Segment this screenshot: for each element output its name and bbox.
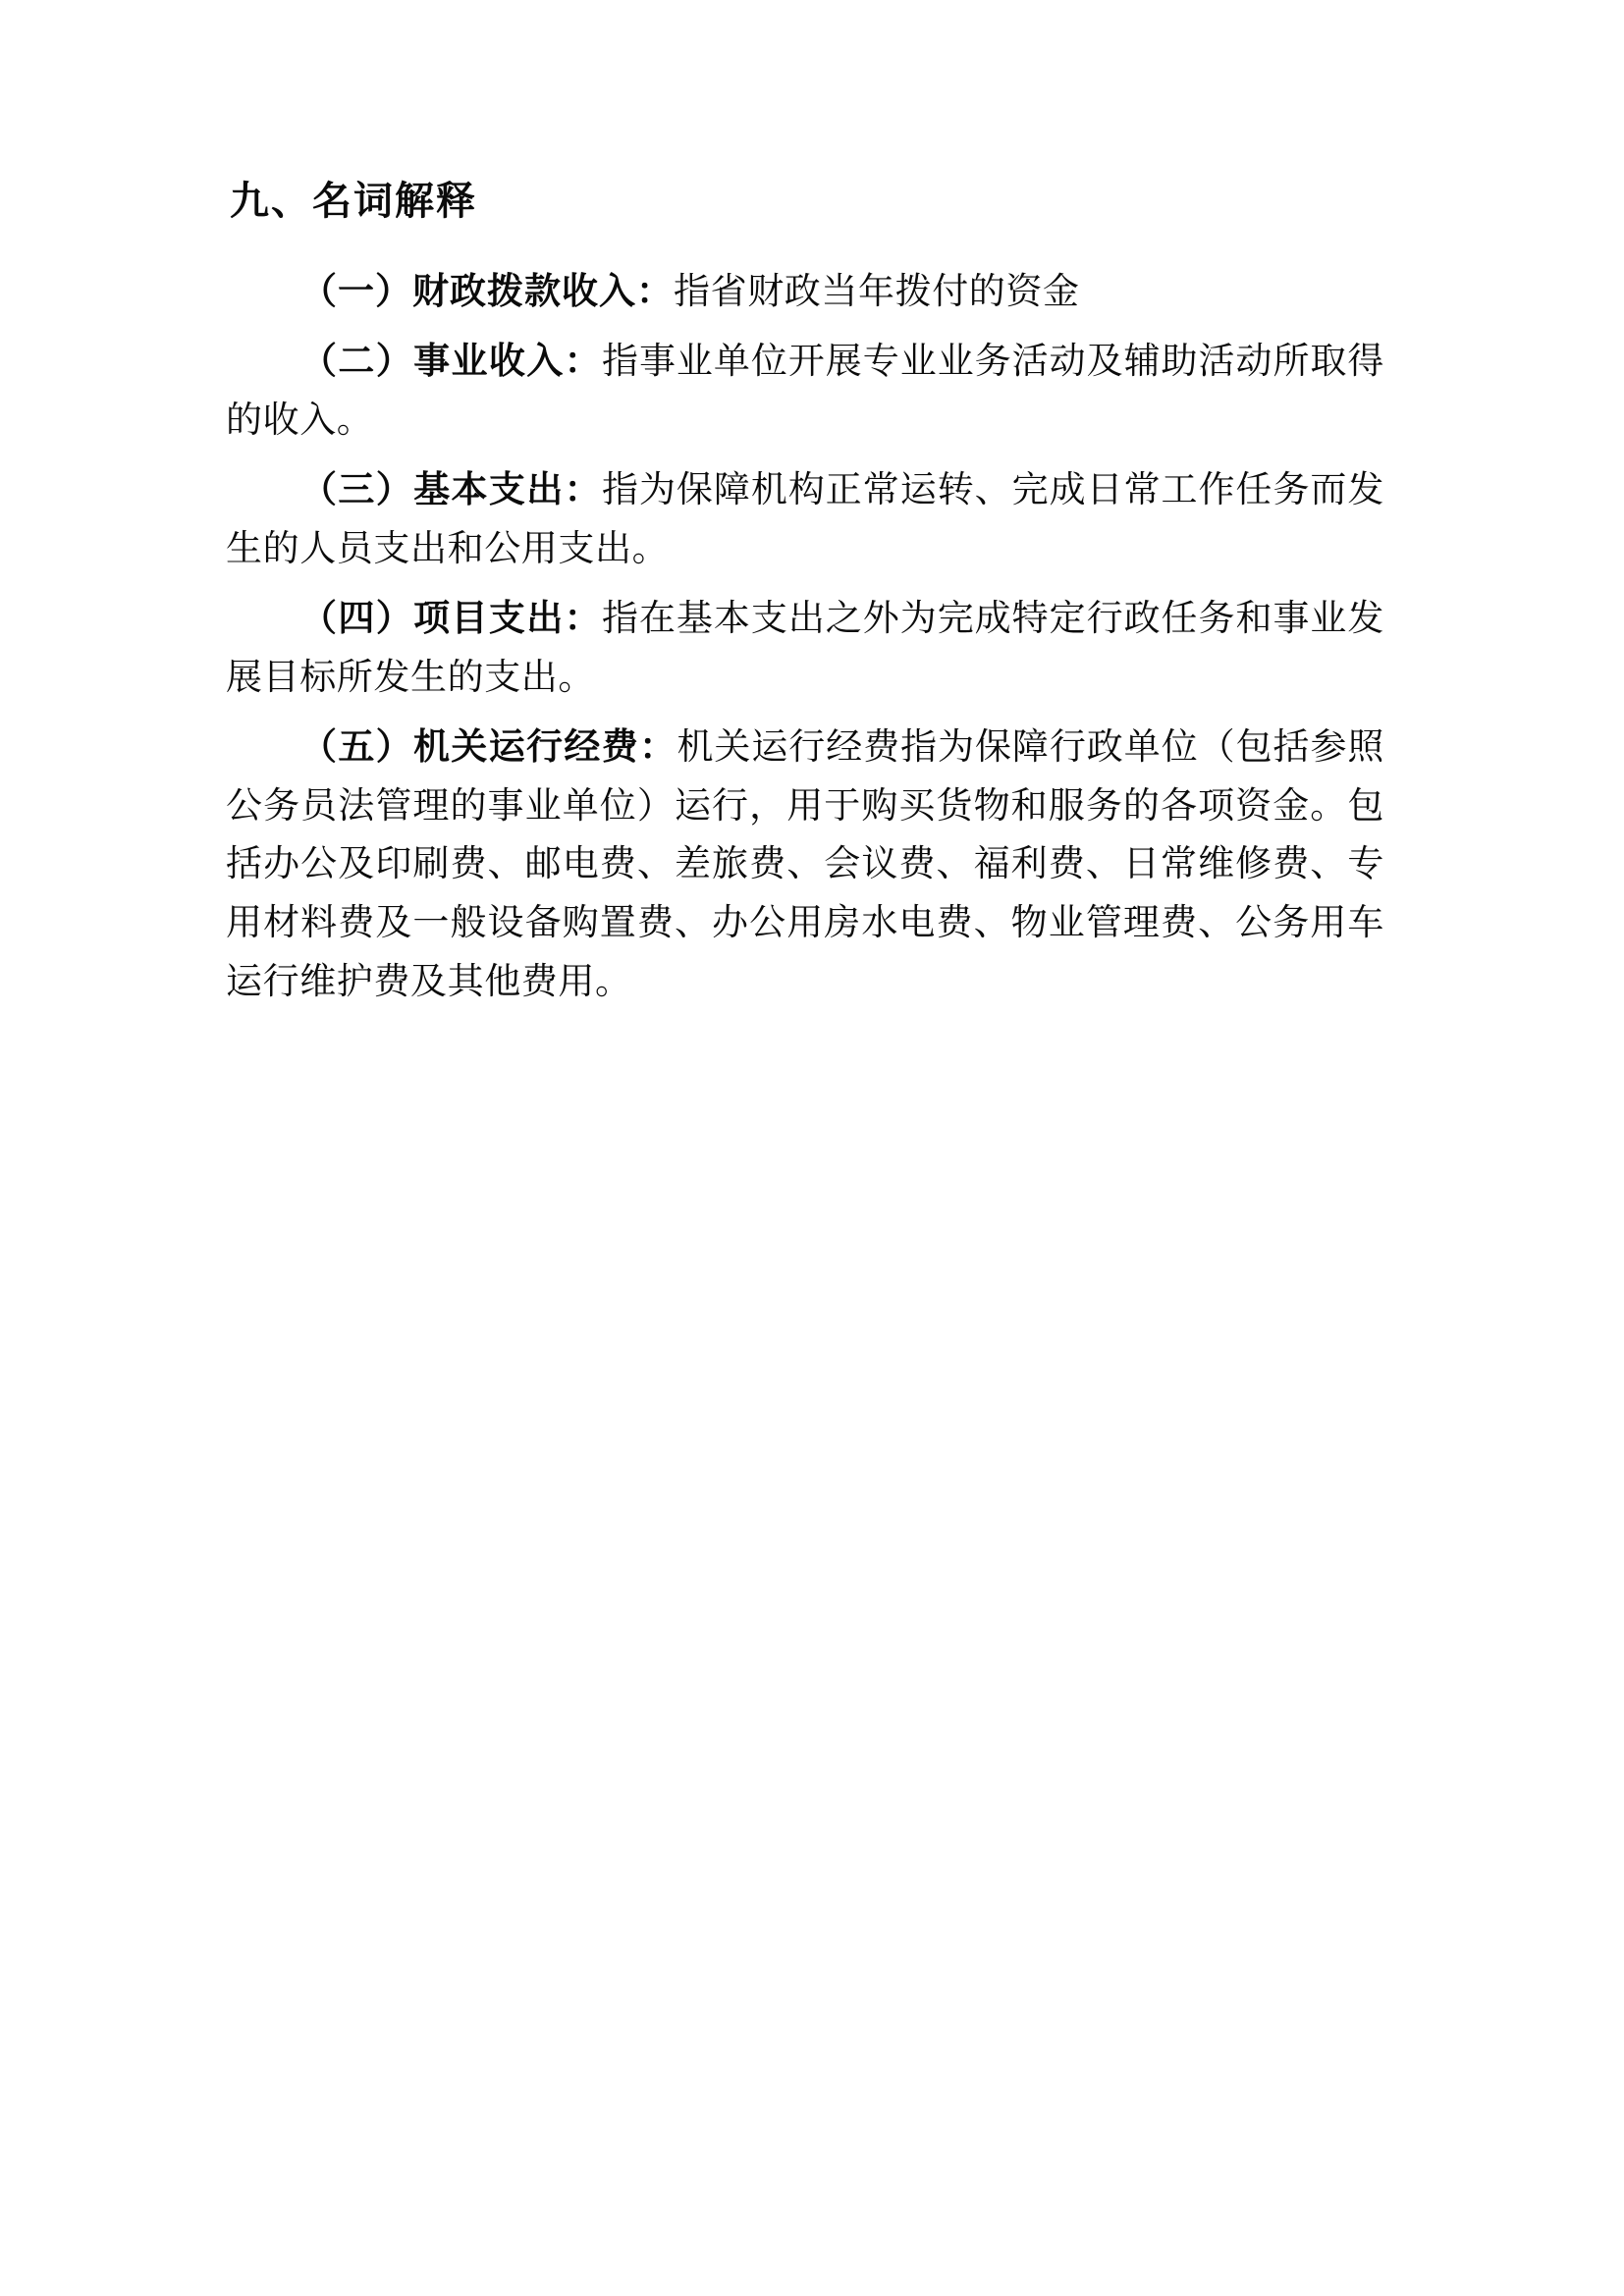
definition-paragraph-2 <box>226 332 1384 450</box>
definition-term-4: （四）项目支出： <box>300 595 602 639</box>
definition-text-1: 指省财政当年拨付的资金 <box>674 270 1080 312</box>
document-body <box>226 172 1384 1011</box>
definition-term-1: （一）财政拨款收入： <box>300 269 674 312</box>
definition-text-3: 指为保障机构正常运转、完成日常工作任务而发生的人员支出和公用支出。 <box>226 467 1384 569</box>
definition-term-5: （五）机关运行经费： <box>300 723 677 768</box>
definition-paragraph-5 <box>226 718 1384 1012</box>
definition-paragraph-4 <box>226 589 1384 707</box>
definition-paragraph-1 <box>226 262 1384 321</box>
definition-term-2: （二）事业收入： <box>300 338 602 382</box>
definition-text-5: 机关运行经费指为保障行政单位（包括参照公务员法管理的事业单位）运行，用于购买货物和服务的各项资金。包括办公及印刷费、邮电费、差旅费、会议费、福利费、日常维修费、专用材料费及一般设备购置费、办公用房水电费、物业管理费、公务用车运行维护费及其他费用。 <box>226 724 1385 1003</box>
definition-paragraph-3 <box>226 460 1384 578</box>
definition-text-2: 指事业单位开展专业业务活动及辅助活动所取得的收入。 <box>226 339 1384 441</box>
definition-text-4: 指在基本支出之外为完成特定行政任务和事业发展目标所发生的支出。 <box>226 596 1384 698</box>
definition-term-3: （三）基本支出： <box>300 466 602 510</box>
page-title: 九、名词解释 <box>230 178 477 224</box>
